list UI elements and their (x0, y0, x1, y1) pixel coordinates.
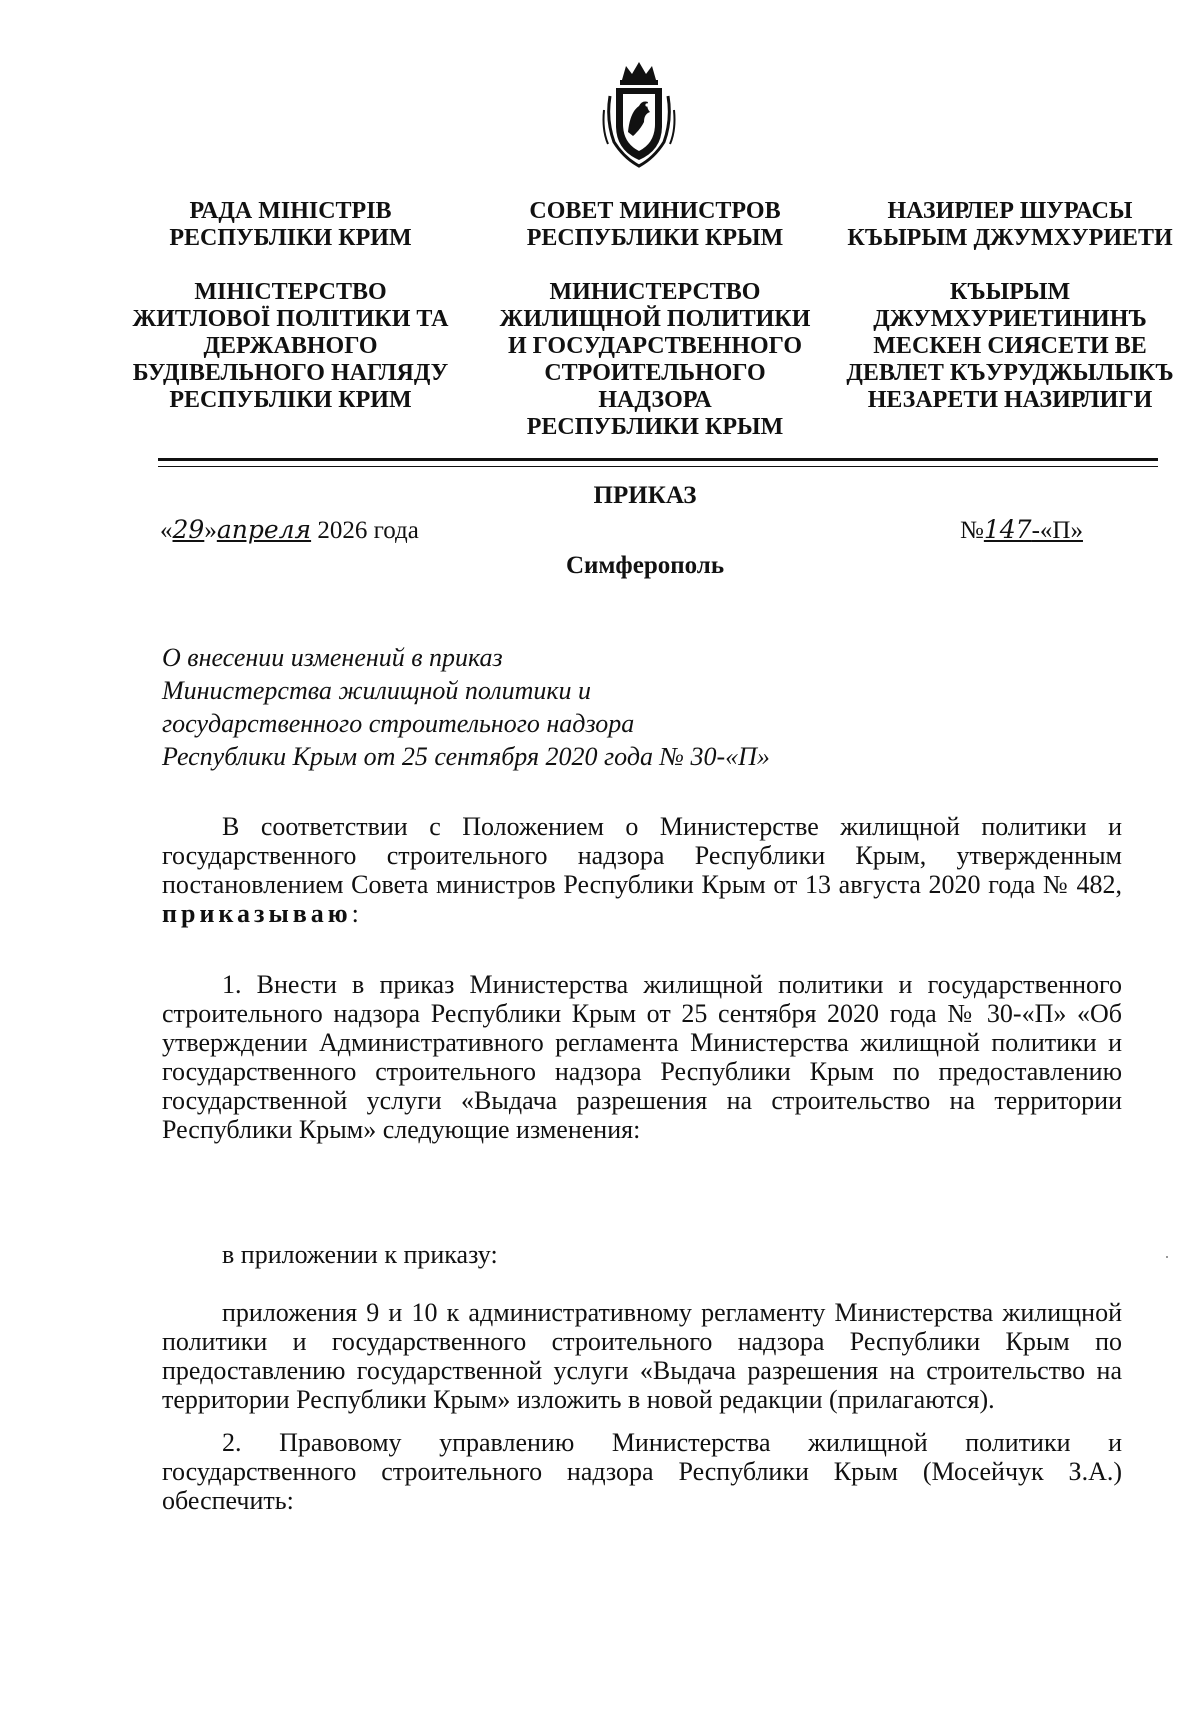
coat-of-arms-emblem (600, 60, 678, 168)
order-verb: приказываю (162, 899, 352, 928)
number-prefix: № (960, 517, 984, 544)
subject-line: Министерства жилищной политики и (162, 676, 592, 705)
document-subject (162, 641, 770, 773)
header-russian-column (475, 198, 835, 441)
subject-line: государственного строительного надзора (162, 709, 635, 738)
preamble-colon: : (351, 899, 359, 928)
crimean-tatar-government-name (820, 198, 1200, 252)
header-line: СТРОИТЕЛЬНОГО (544, 360, 766, 386)
date-year: 2026 года (311, 517, 419, 544)
header-line: СОВЕТ МИНИСТРОВ (529, 198, 781, 224)
number-suffix: -«П» (1031, 517, 1083, 544)
document-number (960, 515, 1083, 545)
header-line: МИНИСТЕРСТВО (549, 279, 761, 305)
header-line: ДЕРЖАВНОГО (203, 333, 378, 359)
scan-speck (1166, 1256, 1168, 1258)
header-line: РЕСПУБЛІКИ КРИМ (169, 225, 412, 251)
date-close-quote: » (204, 517, 217, 544)
header-line: ДЕВЛЕТ КЪУРУДЖЫЛЫКЪ (846, 360, 1174, 386)
subject-line: Республики Крым от 25 сентября 2020 года № 30-«П» (162, 742, 770, 771)
date-open-quote: « (160, 517, 173, 544)
header-line: РЕСПУБЛІКИ КРИМ (169, 387, 412, 413)
document-date (160, 515, 419, 545)
header-line: НЕЗАРЕТИ НАЗИРЛИГИ (867, 387, 1153, 413)
header-ukrainian-column (118, 198, 463, 414)
preamble-text: В соответствии с Положением о Министерстве жилищной политики и государственного строительного надзора Республики Крым, утвержденным постановлением Совета министров Республики Крым от 13 августа 2020 года № 482, (162, 812, 1122, 899)
header-line: РАДА МІНІСТРІВ (189, 198, 392, 224)
header-line: НАДЗОРА (598, 387, 712, 413)
header-line: КЪЫРЫМ (949, 279, 1071, 305)
number-value-handwritten: 147 (983, 515, 1032, 544)
header-divider-thin (158, 466, 1158, 467)
header-line: НАЗИРЛЕР ШУРАСЫ (887, 198, 1133, 224)
russian-government-name (475, 198, 835, 252)
header-line: ДЖУМХУРИЕТИНИНЪ (873, 306, 1147, 332)
header-divider-thick (158, 458, 1158, 461)
clause-2-paragraph: 2. Правовому управлению Министерства жилищной политики и государственного строительного надзора Республики Крым (Мосейчук З.А.) обеспечить: (162, 1428, 1122, 1515)
header-line: РЕСПУБЛИКИ КРЫМ (526, 225, 784, 251)
header-line: МЕСКЕН СИЯСЕТИ ВЕ (873, 333, 1147, 359)
header-line: БУДІВЕЛЬНОГО НАГЛЯДУ (132, 360, 449, 386)
document-type: ПРИКАЗ (593, 482, 697, 509)
date-day-handwritten: 29 (172, 515, 205, 544)
header-line: РЕСПУБЛИКИ КРЫМ (526, 414, 784, 440)
date-month-handwritten: апреля (216, 515, 312, 544)
annex-intro-paragraph: в приложении к приказу: (222, 1240, 498, 1269)
clause-1-paragraph: 1. Внести в приказ Министерства жилищной политики и государственного строительного надзора Республики Крым от 25 сентября 2020 года № 30-«П» «Об утверждении Административного регламента Министерства жилищной политики и государственного строительного надзора Республики Крым по предоставлению государственной услуги «Выдача разрешения на строительство на территории Республики Крым» следующие изменения: (162, 970, 1122, 1144)
preamble-paragraph (162, 812, 1122, 928)
header-line: ЖИТЛОВОЇ ПОЛІТИКИ ТА (132, 306, 449, 332)
header-crimean-tatar-column (820, 198, 1200, 414)
header-line: ЖИЛИЩНОЙ ПОЛИТИКИ (499, 306, 811, 332)
header-line: МІНІСТЕРСТВО (194, 279, 387, 305)
ukrainian-ministry-name (118, 279, 463, 414)
document-city: Симферополь (565, 552, 725, 579)
russian-ministry-name (475, 279, 835, 441)
header-line: И ГОСУДАРСТВЕННОГО (508, 333, 802, 359)
subject-line: О внесении изменений в приказ (162, 643, 503, 672)
crimean-tatar-ministry-name (820, 279, 1200, 414)
header-line: КЪЫРЫМ ДЖУМХУРИЕТИ (847, 225, 1173, 251)
annex-change-paragraph: приложения 9 и 10 к административному регламенту Министерства жилищной политики и государственного строительного надзора Республики Крым по предоставлению государственной услуги «Выдача разрешения на строительство на территории Республики Крым» изложить в новой редакции (прилагаются). (162, 1298, 1122, 1414)
ukrainian-government-name (118, 198, 463, 252)
